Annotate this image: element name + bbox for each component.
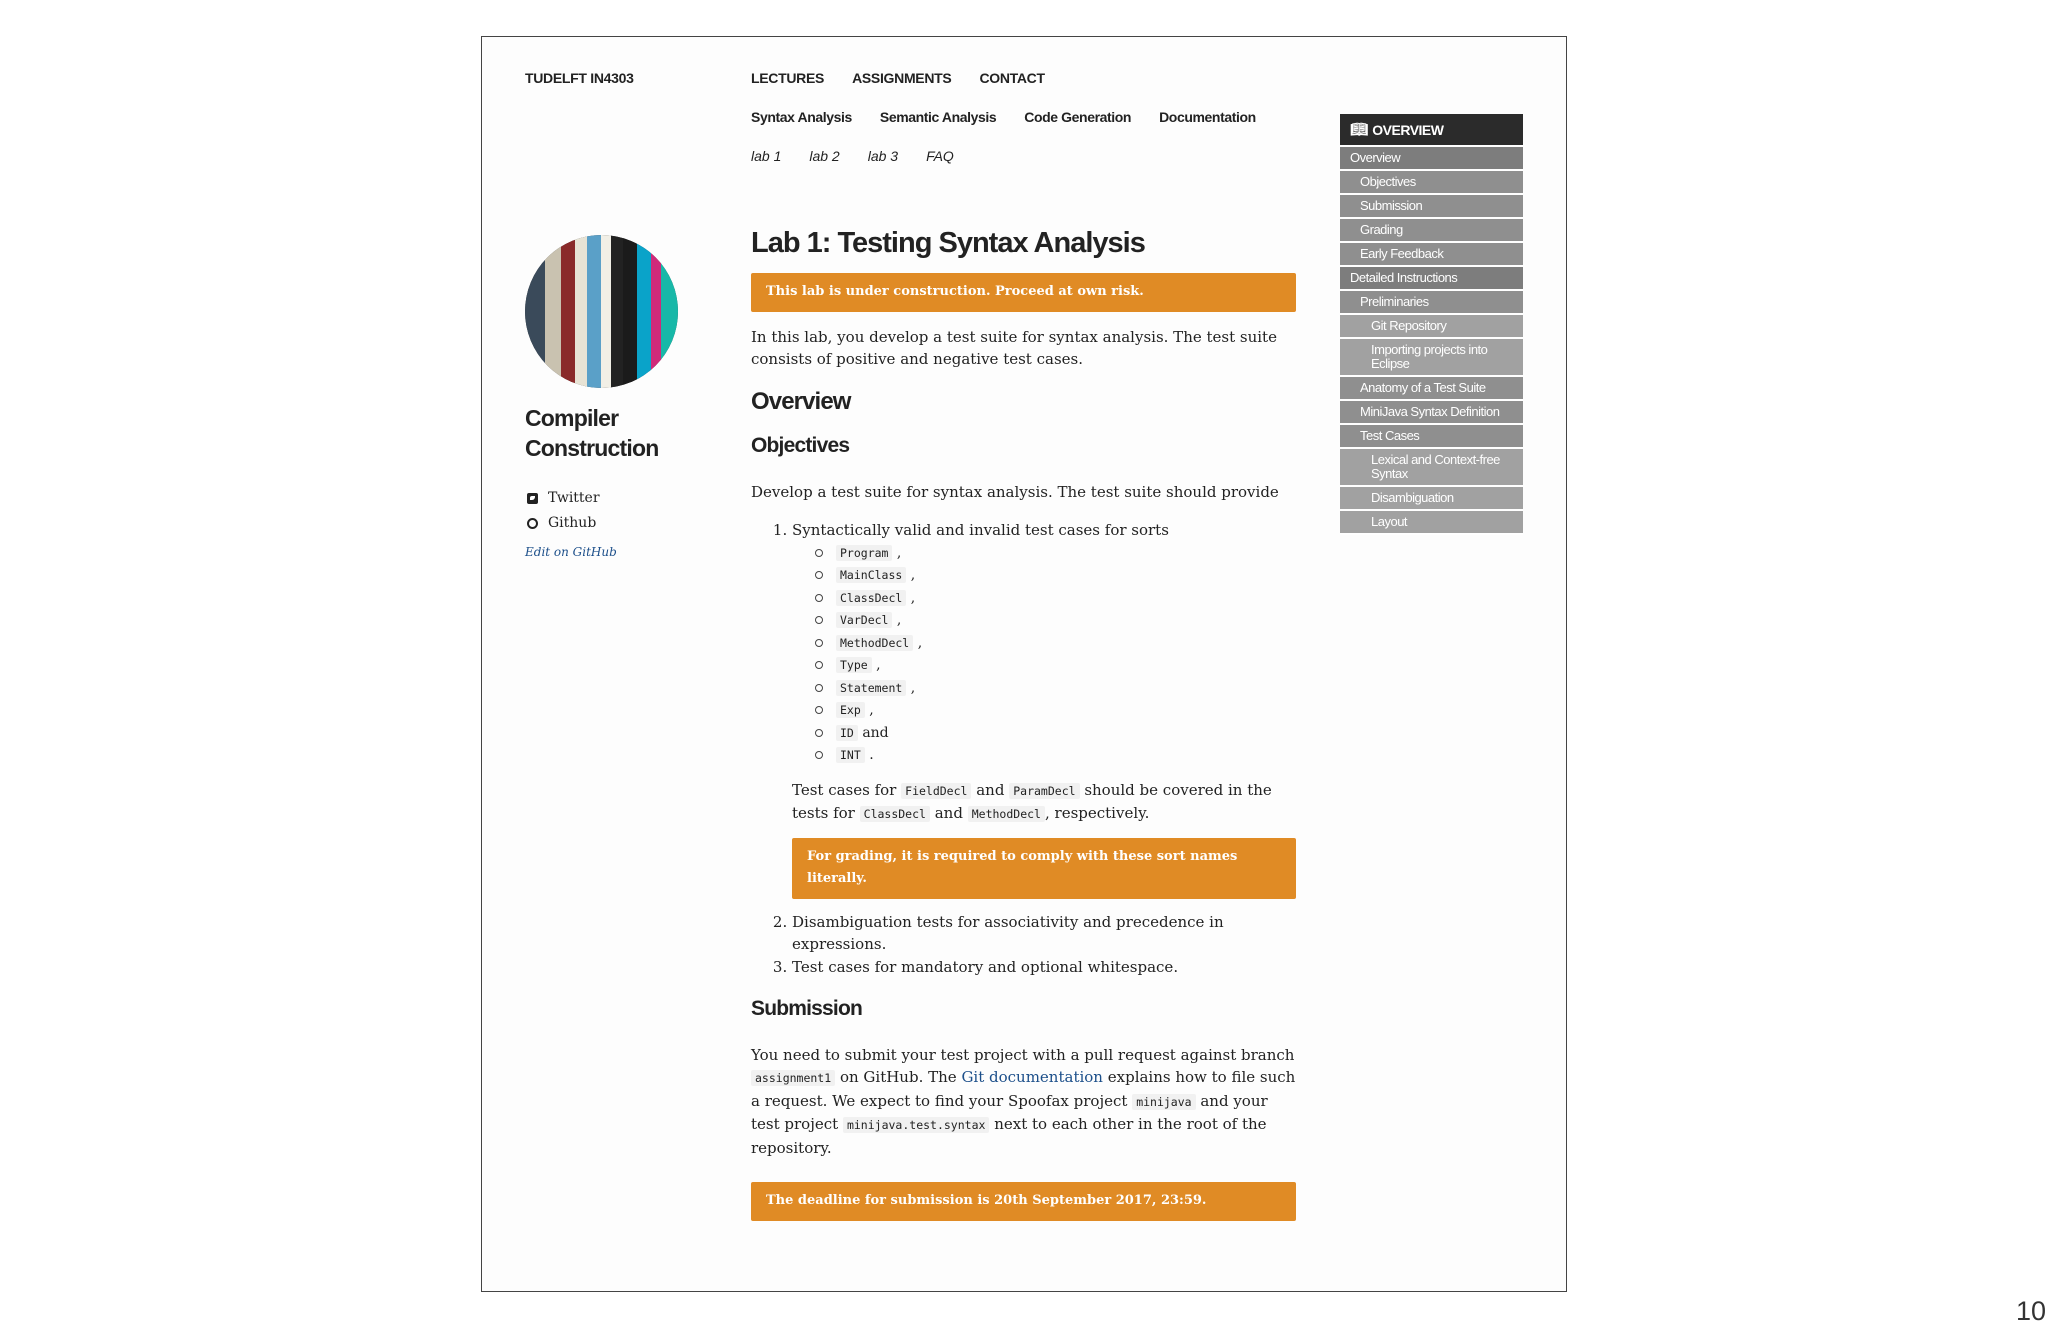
nav-lectures[interactable]: LECTURES — [751, 70, 825, 86]
list-item: MethodDecl , — [814, 632, 1296, 655]
toc-item[interactable]: Git Repository — [1340, 315, 1523, 339]
browser-page — [481, 36, 1567, 1292]
list-item: Type , — [814, 654, 1296, 677]
toc-item[interactable]: Submission — [1340, 195, 1523, 219]
list-item: ID and — [814, 722, 1296, 745]
toc-item[interactable]: Grading — [1340, 219, 1523, 243]
sorts-list — [792, 542, 1296, 767]
nav-lab-2[interactable]: lab 2 — [809, 148, 840, 164]
list-item: 2. Disambiguation tests for associativity and precedence in expressions. — [792, 911, 1296, 956]
twitter-icon — [527, 493, 538, 504]
twitter-link[interactable]: Twitter — [527, 486, 600, 511]
toc-item[interactable]: Early Feedback — [1340, 243, 1523, 267]
list-item: Exp , — [814, 699, 1296, 722]
list-item: Program , — [814, 542, 1296, 565]
testcases-paragraph: Test cases for FieldDecl and ParamDecl should be covered in the tests for ClassDecl and MethodDecl , respectively. — [792, 780, 1272, 822]
table-of-contents — [1340, 114, 1523, 535]
list-item: MainClass , — [814, 564, 1296, 587]
nav-assignments[interactable]: ASSIGNMENTS — [852, 70, 952, 86]
toc-item[interactable]: Anatomy of a Test Suite — [1340, 377, 1523, 401]
submission-paragraph: You need to submit your test project with a pull request against branch assignment1 on GitHub. The Git documentation explains how to file such a request. We expect to find your Spoofax project minijava and your test project minijava.test.syntax next to each other in the root of the repository. — [751, 1045, 1296, 1157]
avatar — [525, 235, 678, 388]
git-documentation-link[interactable]: Git documentation — [961, 1068, 1103, 1086]
toc-item[interactable]: Overview — [1340, 147, 1523, 171]
objectives-intro: Develop a test suite for syntax analysis. The test suite should provide — [751, 482, 1279, 501]
intro-paragraph: In this lab, you develop a test suite for syntax analysis. The test suite consists of positive and negative test cases. — [751, 327, 1277, 368]
list-item: Statement , — [814, 677, 1296, 700]
deadline-warning: The deadline for submission is 20th September 2017, 23:59. — [751, 1182, 1296, 1221]
lab-nav — [751, 148, 954, 164]
objectives-list — [751, 519, 1296, 978]
toc-item[interactable]: Importing projects into Eclipse — [1340, 339, 1523, 377]
list-item — [792, 519, 1296, 899]
nav-code-generation[interactable]: Code Generation — [1024, 109, 1132, 125]
book-icon: 📖︎ — [1350, 121, 1368, 137]
nav-documentation[interactable]: Documentation — [1159, 109, 1256, 125]
list-item: 3. Test cases for mandatory and optional whitespace. — [792, 956, 1296, 979]
list-item: ClassDecl , — [814, 587, 1296, 610]
toc-item[interactable]: Layout — [1340, 511, 1523, 535]
nav-lab-1[interactable]: lab 1 — [751, 148, 782, 164]
toc-item[interactable]: Test Cases — [1340, 425, 1523, 449]
project-title: Compiler Construction — [525, 405, 659, 461]
toc-item[interactable]: Objectives — [1340, 171, 1523, 195]
toc-item[interactable]: Disambiguation — [1340, 487, 1523, 511]
site-title[interactable]: TUDELFT IN4303 — [525, 70, 634, 86]
top-nav — [751, 70, 1045, 86]
sub-nav — [751, 109, 1256, 125]
github-link[interactable]: Github — [527, 511, 600, 536]
construction-warning: This lab is under construction. Proceed at own risk. — [751, 273, 1296, 312]
overview-heading: Overview — [751, 387, 851, 415]
toc-item[interactable]: Detailed Instructions — [1340, 267, 1523, 291]
slide-number: 10 — [2016, 1296, 2047, 1326]
nav-syntax-analysis[interactable]: Syntax Analysis — [751, 109, 852, 125]
submission-heading: Submission — [751, 997, 863, 1020]
toc-item[interactable]: Preliminaries — [1340, 291, 1523, 315]
main-content — [751, 225, 1296, 1221]
github-icon — [527, 518, 538, 529]
edit-on-github-link[interactable]: Edit on GitHub — [525, 545, 617, 559]
toc-item[interactable]: MiniJava Syntax Definition — [1340, 401, 1523, 425]
list-item: VarDecl , — [814, 609, 1296, 632]
nav-lab-3[interactable]: lab 3 — [867, 148, 899, 164]
social-links — [527, 486, 600, 536]
item-text: Syntactically valid and invalid test cases for sorts — [792, 521, 1169, 539]
nav-faq[interactable]: FAQ — [926, 148, 954, 164]
grading-warning: For grading, it is required to comply with these sort names literally. — [792, 838, 1296, 899]
nav-contact[interactable]: CONTACT — [979, 70, 1045, 86]
objectives-heading: Objectives — [751, 434, 850, 457]
list-item: INT . — [814, 744, 1296, 767]
page-title: Lab 1: Testing Syntax Analysis — [751, 227, 1145, 259]
toc-item[interactable]: Lexical and Context-free Syntax — [1340, 449, 1523, 487]
toc-header[interactable]: 📖︎ OVERVIEW — [1340, 114, 1523, 147]
nav-semantic-analysis[interactable]: Semantic Analysis — [879, 109, 997, 125]
